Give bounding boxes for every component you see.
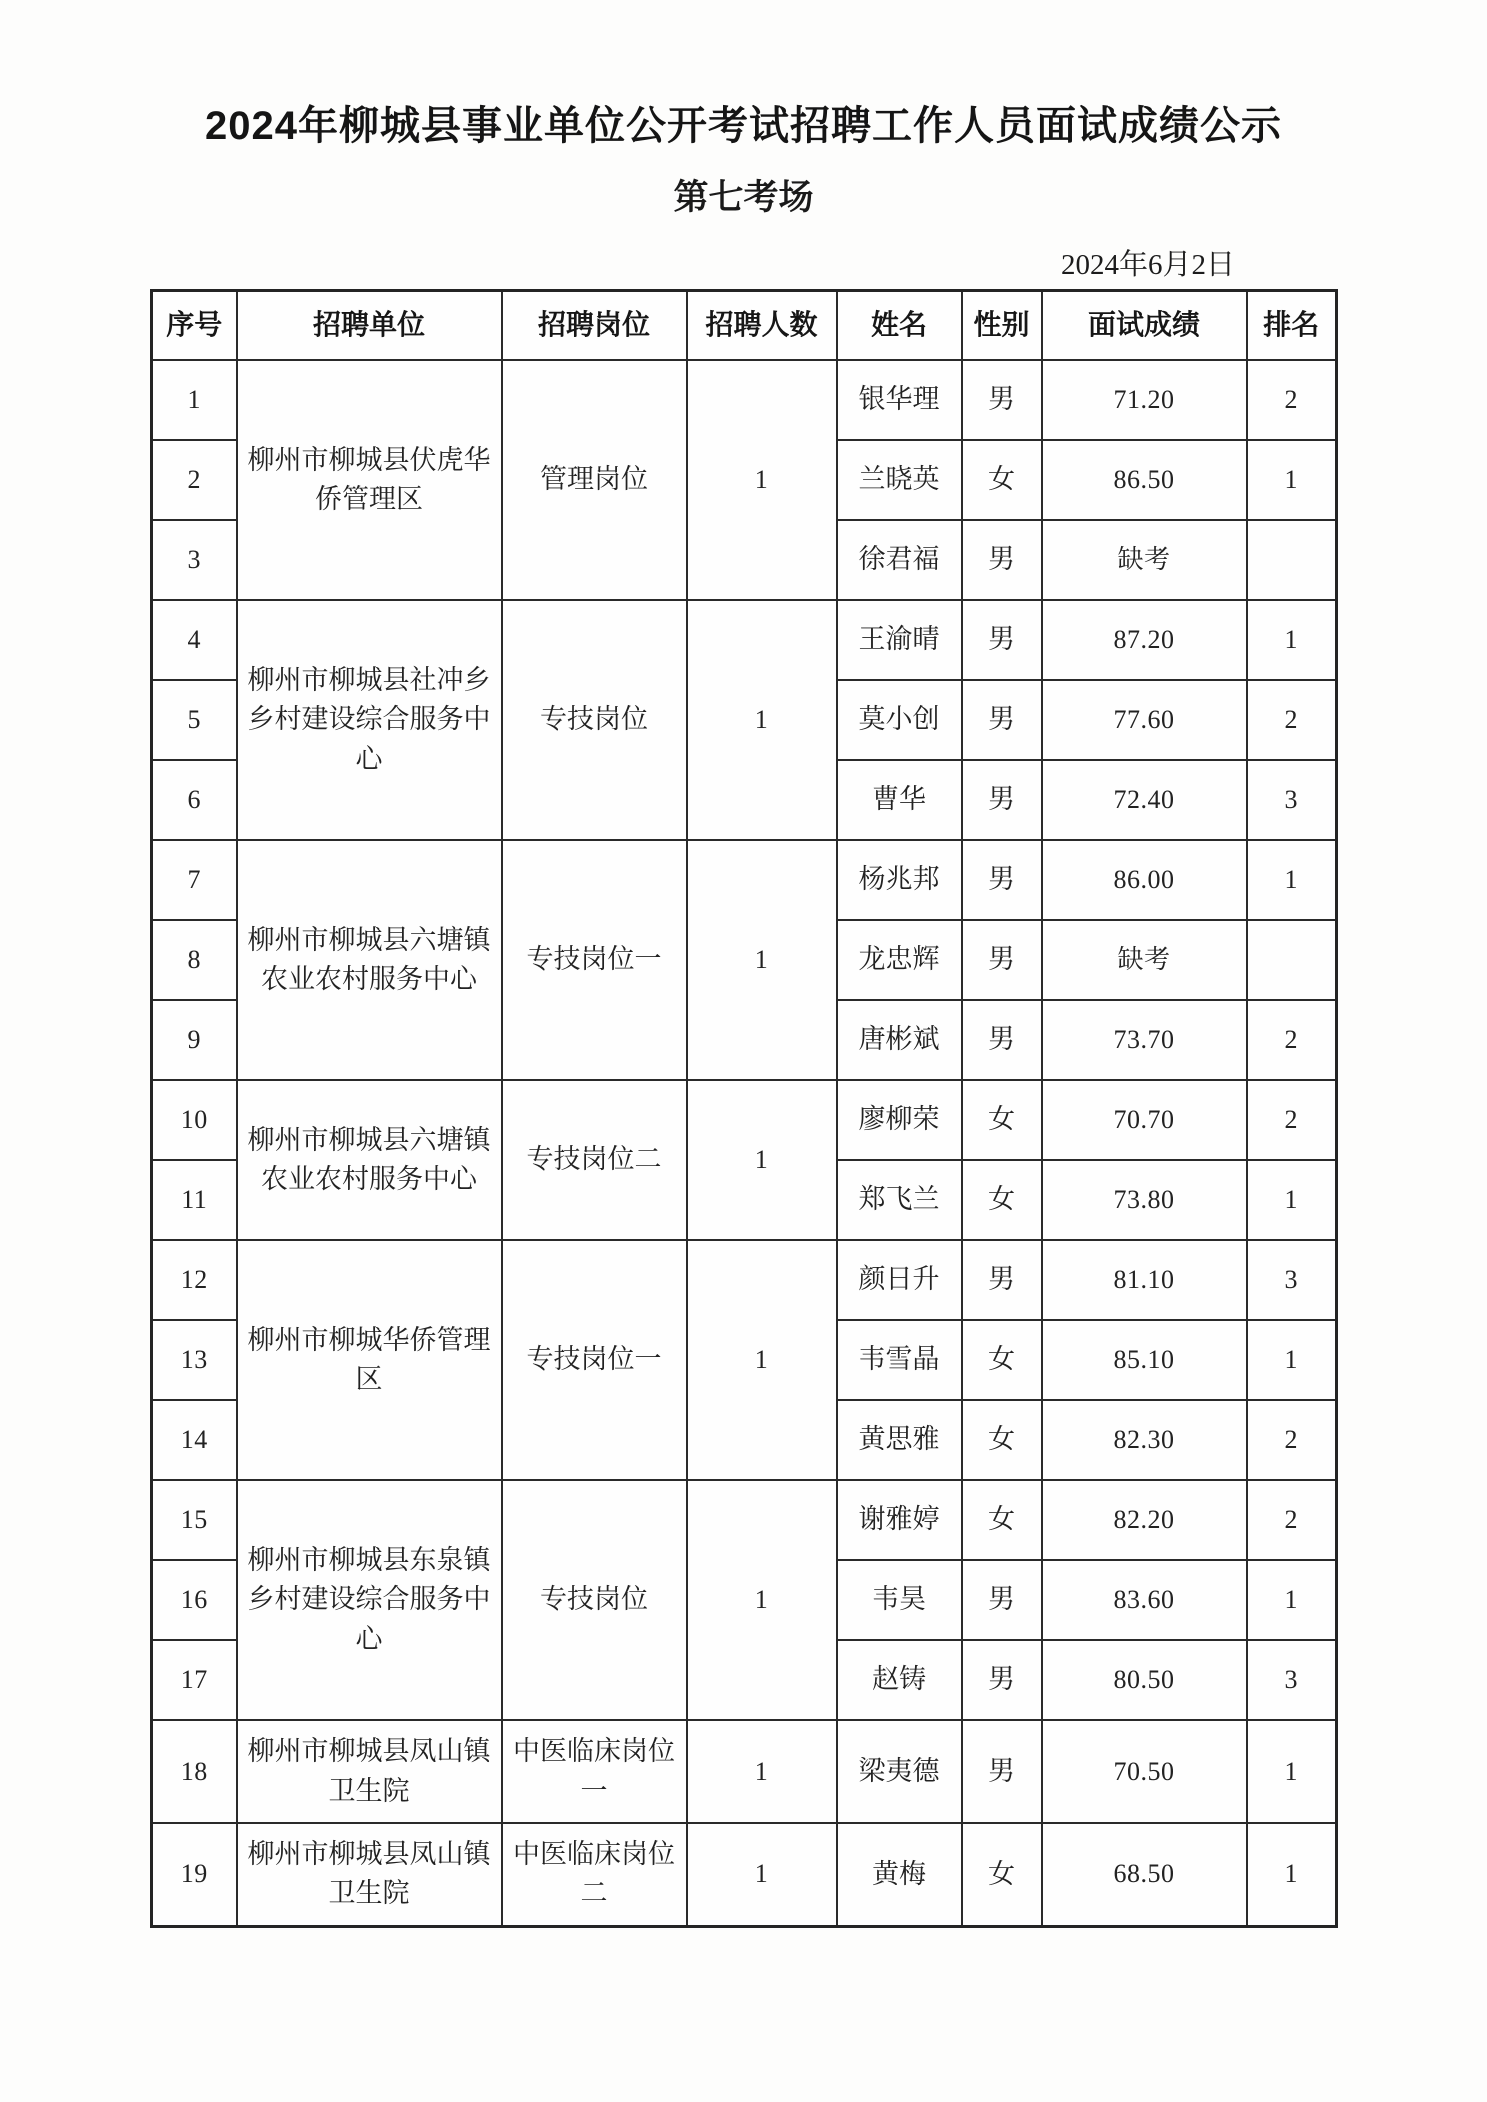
cell-score: 71.20 — [1042, 360, 1247, 440]
column-header-count: 招聘人数 — [687, 290, 837, 360]
cell-unit: 柳州市柳城县社冲乡乡村建设综合服务中心 — [237, 600, 502, 840]
cell-gender: 女 — [962, 1823, 1042, 1926]
cell-index: 18 — [152, 1720, 237, 1823]
cell-count: 1 — [687, 1240, 837, 1480]
cell-rank: 1 — [1247, 1560, 1337, 1640]
cell-index: 6 — [152, 760, 237, 840]
cell-index: 2 — [152, 440, 237, 520]
cell-index: 12 — [152, 1240, 237, 1320]
page-title: 2024年柳城县事业单位公开考试招聘工作人员面试成绩公示 — [205, 104, 1282, 148]
cell-count: 1 — [687, 1720, 837, 1823]
table-row — [152, 1720, 1337, 1823]
cell-score: 80.50 — [1042, 1640, 1247, 1720]
cell-gender: 男 — [962, 1640, 1042, 1720]
cell-position: 专技岗位 — [502, 600, 687, 840]
cell-position: 管理岗位 — [502, 360, 687, 600]
cell-gender: 男 — [962, 1560, 1042, 1640]
column-header-score: 面试成绩 — [1042, 290, 1247, 360]
cell-score: 86.50 — [1042, 440, 1247, 520]
cell-name: 梁夷德 — [837, 1720, 962, 1823]
table-row — [152, 600, 1337, 680]
cell-index: 19 — [152, 1823, 237, 1926]
cell-count: 1 — [687, 840, 837, 1080]
cell-name: 杨兆邦 — [837, 840, 962, 920]
cell-index: 5 — [152, 680, 237, 760]
cell-rank: 2 — [1247, 360, 1337, 440]
cell-gender: 男 — [962, 680, 1042, 760]
cell-name: 赵铸 — [837, 1640, 962, 1720]
cell-score: 缺考 — [1042, 920, 1247, 1000]
cell-unit: 柳州市柳城县六塘镇农业农村服务中心 — [237, 840, 502, 1080]
cell-name: 兰晓英 — [837, 440, 962, 520]
cell-gender: 男 — [962, 600, 1042, 680]
cell-score: 77.60 — [1042, 680, 1247, 760]
cell-index: 17 — [152, 1640, 237, 1720]
cell-index: 4 — [152, 600, 237, 680]
cell-rank: 1 — [1247, 1720, 1337, 1823]
cell-position: 中医临床岗位二 — [502, 1823, 687, 1926]
cell-score: 68.50 — [1042, 1823, 1247, 1926]
cell-score: 缺考 — [1042, 520, 1247, 600]
table-row — [152, 360, 1337, 440]
cell-rank: 2 — [1247, 1400, 1337, 1480]
cell-gender: 女 — [962, 1480, 1042, 1560]
cell-score: 73.80 — [1042, 1160, 1247, 1240]
cell-name: 郑飞兰 — [837, 1160, 962, 1240]
cell-count: 1 — [687, 1823, 837, 1926]
cell-rank: 1 — [1247, 1160, 1337, 1240]
cell-name: 银华理 — [837, 360, 962, 440]
cell-name: 徐君福 — [837, 520, 962, 600]
cell-rank: 2 — [1247, 1000, 1337, 1080]
column-header-name: 姓名 — [837, 290, 962, 360]
cell-score: 81.10 — [1042, 1240, 1247, 1320]
cell-rank: 1 — [1247, 840, 1337, 920]
cell-unit: 柳州市柳城县伏虎华侨管理区 — [237, 360, 502, 600]
cell-index: 1 — [152, 360, 237, 440]
cell-rank: 2 — [1247, 680, 1337, 760]
cell-index: 10 — [152, 1080, 237, 1160]
cell-position: 专技岗位二 — [502, 1080, 687, 1240]
cell-score: 70.70 — [1042, 1080, 1247, 1160]
cell-gender: 男 — [962, 1240, 1042, 1320]
cell-name: 颜日升 — [837, 1240, 962, 1320]
cell-score: 82.20 — [1042, 1480, 1247, 1560]
cell-gender: 男 — [962, 360, 1042, 440]
column-header-gender: 性别 — [962, 290, 1042, 360]
cell-gender: 女 — [962, 1080, 1042, 1160]
cell-score: 87.20 — [1042, 600, 1247, 680]
cell-index: 14 — [152, 1400, 237, 1480]
cell-rank: 1 — [1247, 1823, 1337, 1926]
table-row — [152, 1080, 1337, 1160]
table-header-row — [152, 290, 1337, 360]
cell-rank — [1247, 920, 1337, 1000]
cell-index: 7 — [152, 840, 237, 920]
cell-position: 专技岗位一 — [502, 840, 687, 1080]
cell-unit: 柳州市柳城华侨管理区 — [237, 1240, 502, 1480]
cell-name: 韦昊 — [837, 1560, 962, 1640]
cell-gender: 男 — [962, 840, 1042, 920]
cell-rank: 2 — [1247, 1080, 1337, 1160]
cell-score: 72.40 — [1042, 760, 1247, 840]
cell-name: 王渝晴 — [837, 600, 962, 680]
cell-name: 谢雅婷 — [837, 1480, 962, 1560]
cell-rank — [1247, 520, 1337, 600]
column-header-index: 序号 — [152, 290, 237, 360]
table-row — [152, 1240, 1337, 1320]
cell-index: 13 — [152, 1320, 237, 1400]
table-row — [152, 840, 1337, 920]
cell-index: 8 — [152, 920, 237, 1000]
cell-name: 廖柳荣 — [837, 1080, 962, 1160]
table-row — [152, 1480, 1337, 1560]
cell-gender: 男 — [962, 920, 1042, 1000]
cell-rank: 1 — [1247, 440, 1337, 520]
cell-score: 83.60 — [1042, 1560, 1247, 1640]
cell-rank: 3 — [1247, 1240, 1337, 1320]
cell-gender: 男 — [962, 1720, 1042, 1823]
cell-name: 曹华 — [837, 760, 962, 840]
cell-gender: 女 — [962, 1160, 1042, 1240]
cell-name: 黄思雅 — [837, 1400, 962, 1480]
cell-count: 1 — [687, 1080, 837, 1240]
cell-rank: 1 — [1247, 600, 1337, 680]
cell-count: 1 — [687, 600, 837, 840]
cell-name: 龙忠辉 — [837, 920, 962, 1000]
cell-position: 专技岗位一 — [502, 1240, 687, 1480]
cell-gender: 女 — [962, 440, 1042, 520]
cell-name: 莫小创 — [837, 680, 962, 760]
cell-gender: 男 — [962, 760, 1042, 840]
document-date: 2024年6月2日 — [1060, 248, 1235, 281]
interview-score-table — [150, 289, 1338, 1928]
cell-score: 70.50 — [1042, 1720, 1247, 1823]
cell-position: 专技岗位 — [502, 1480, 687, 1720]
cell-count: 1 — [687, 1480, 837, 1720]
column-header-position: 招聘岗位 — [502, 290, 687, 360]
cell-gender: 男 — [962, 1000, 1042, 1080]
cell-name: 韦雪晶 — [837, 1320, 962, 1400]
column-header-rank: 排名 — [1247, 290, 1337, 360]
page-subtitle: 第七考场 — [673, 178, 814, 217]
cell-rank: 3 — [1247, 760, 1337, 840]
cell-gender: 女 — [962, 1320, 1042, 1400]
cell-unit: 柳州市柳城县六塘镇农业农村服务中心 — [237, 1080, 502, 1240]
cell-rank: 3 — [1247, 1640, 1337, 1720]
cell-rank: 1 — [1247, 1320, 1337, 1400]
cell-gender: 男 — [962, 520, 1042, 600]
cell-position: 中医临床岗位一 — [502, 1720, 687, 1823]
cell-name: 唐彬斌 — [837, 1000, 962, 1080]
cell-unit: 柳州市柳城县凤山镇卫生院 — [237, 1823, 502, 1926]
cell-score: 85.10 — [1042, 1320, 1247, 1400]
cell-rank: 2 — [1247, 1480, 1337, 1560]
column-header-unit: 招聘单位 — [237, 290, 502, 360]
cell-gender: 女 — [962, 1400, 1042, 1480]
cell-score: 73.70 — [1042, 1000, 1247, 1080]
cell-index: 15 — [152, 1480, 237, 1560]
cell-count: 1 — [687, 360, 837, 600]
cell-index: 3 — [152, 520, 237, 600]
cell-index: 11 — [152, 1160, 237, 1240]
cell-index: 9 — [152, 1000, 237, 1080]
cell-score: 82.30 — [1042, 1400, 1247, 1480]
cell-name: 黄梅 — [837, 1823, 962, 1926]
table-row — [152, 1823, 1337, 1926]
cell-index: 16 — [152, 1560, 237, 1640]
cell-unit: 柳州市柳城县凤山镇卫生院 — [237, 1720, 502, 1823]
cell-score: 86.00 — [1042, 840, 1247, 920]
cell-unit: 柳州市柳城县东泉镇乡村建设综合服务中心 — [237, 1480, 502, 1720]
